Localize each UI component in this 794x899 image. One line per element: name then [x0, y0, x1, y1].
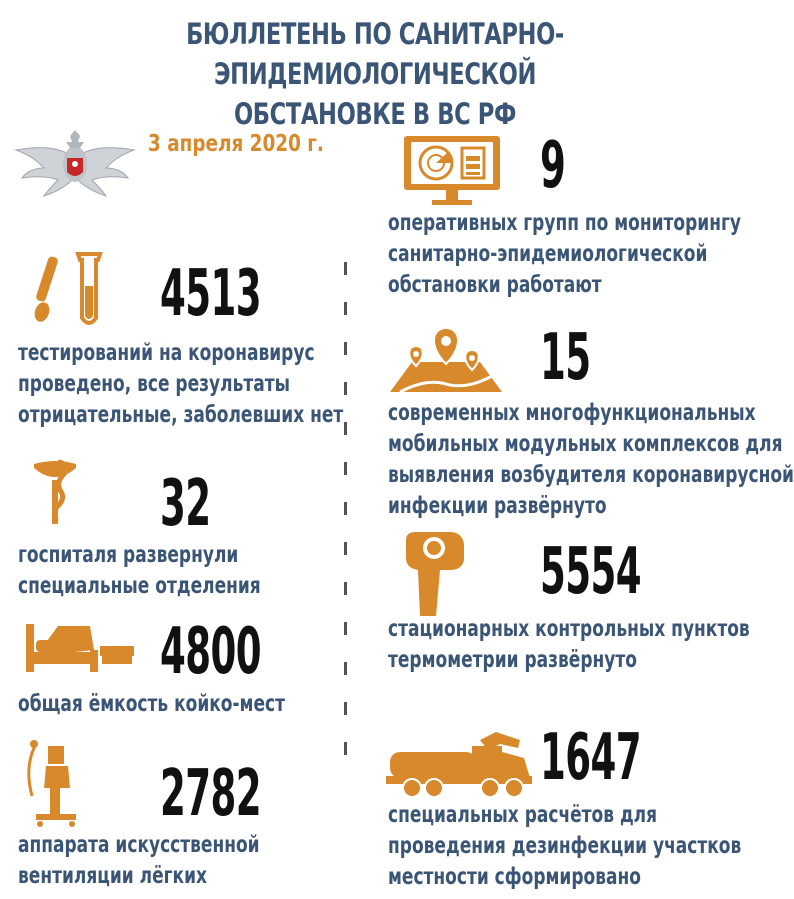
groups-description: оперативных групп по мониторингу санитарно-эпидемиологической обстановки работают — [388, 210, 741, 298]
hospitals-description: госпиталя развернули специальные отделения — [18, 542, 261, 599]
radar-monitor-icon — [400, 132, 504, 208]
page-title — [83, 14, 668, 134]
map-pins-icon — [386, 324, 506, 396]
title-line-1: БЮЛЛЕТЕНЬ ПО САНИТАРНО-ЭПИДЕМИОЛОГИЧЕСКОЙ — [186, 17, 564, 91]
crews-description: специальных расчётов для проведения дезинфекции участков местности сформировано — [388, 802, 742, 890]
tests-description: тестирований на коронавирус проведено, все результаты отрицательные, заболевших нет — [18, 340, 344, 428]
decontamination-truck-icon — [384, 728, 536, 800]
eagle-emblem-icon — [14, 128, 136, 198]
ventilators-number: 2782 — [160, 757, 261, 831]
hospital-bed-icon — [22, 616, 140, 678]
ventilator-icon — [22, 736, 86, 828]
tests-number: 4513 — [160, 257, 261, 331]
beds-description: общая ёмкость койко-мест — [18, 691, 285, 717]
groups-number: 9 — [540, 129, 566, 203]
medical-snake-bowl-icon — [30, 456, 80, 526]
crews-number: 1647 — [540, 721, 641, 795]
date-label: 3 апреля 2020 г. — [148, 131, 324, 157]
title-line-2: ОБСТАНОВКЕ В ВС РФ — [233, 97, 517, 131]
complexes-number: 15 — [540, 321, 591, 395]
thermometry-number: 5554 — [540, 535, 641, 609]
ventilators-description: аппарата искусственной вентиляции лёгких — [18, 832, 260, 889]
complexes-description: современных многофункциональных мобильных модульных комплексов для выявления возбудителя коронавирусной инфекции развёрнуто — [388, 400, 794, 519]
thermometer-gun-icon — [400, 530, 470, 618]
test-tube-swab-icon — [28, 250, 108, 330]
thermometry-description: стационарных контрольных пунктов термометрии развёрнуто — [388, 616, 750, 673]
beds-number: 4800 — [160, 615, 261, 689]
column-divider — [344, 262, 347, 782]
hospitals-number: 32 — [160, 467, 211, 541]
